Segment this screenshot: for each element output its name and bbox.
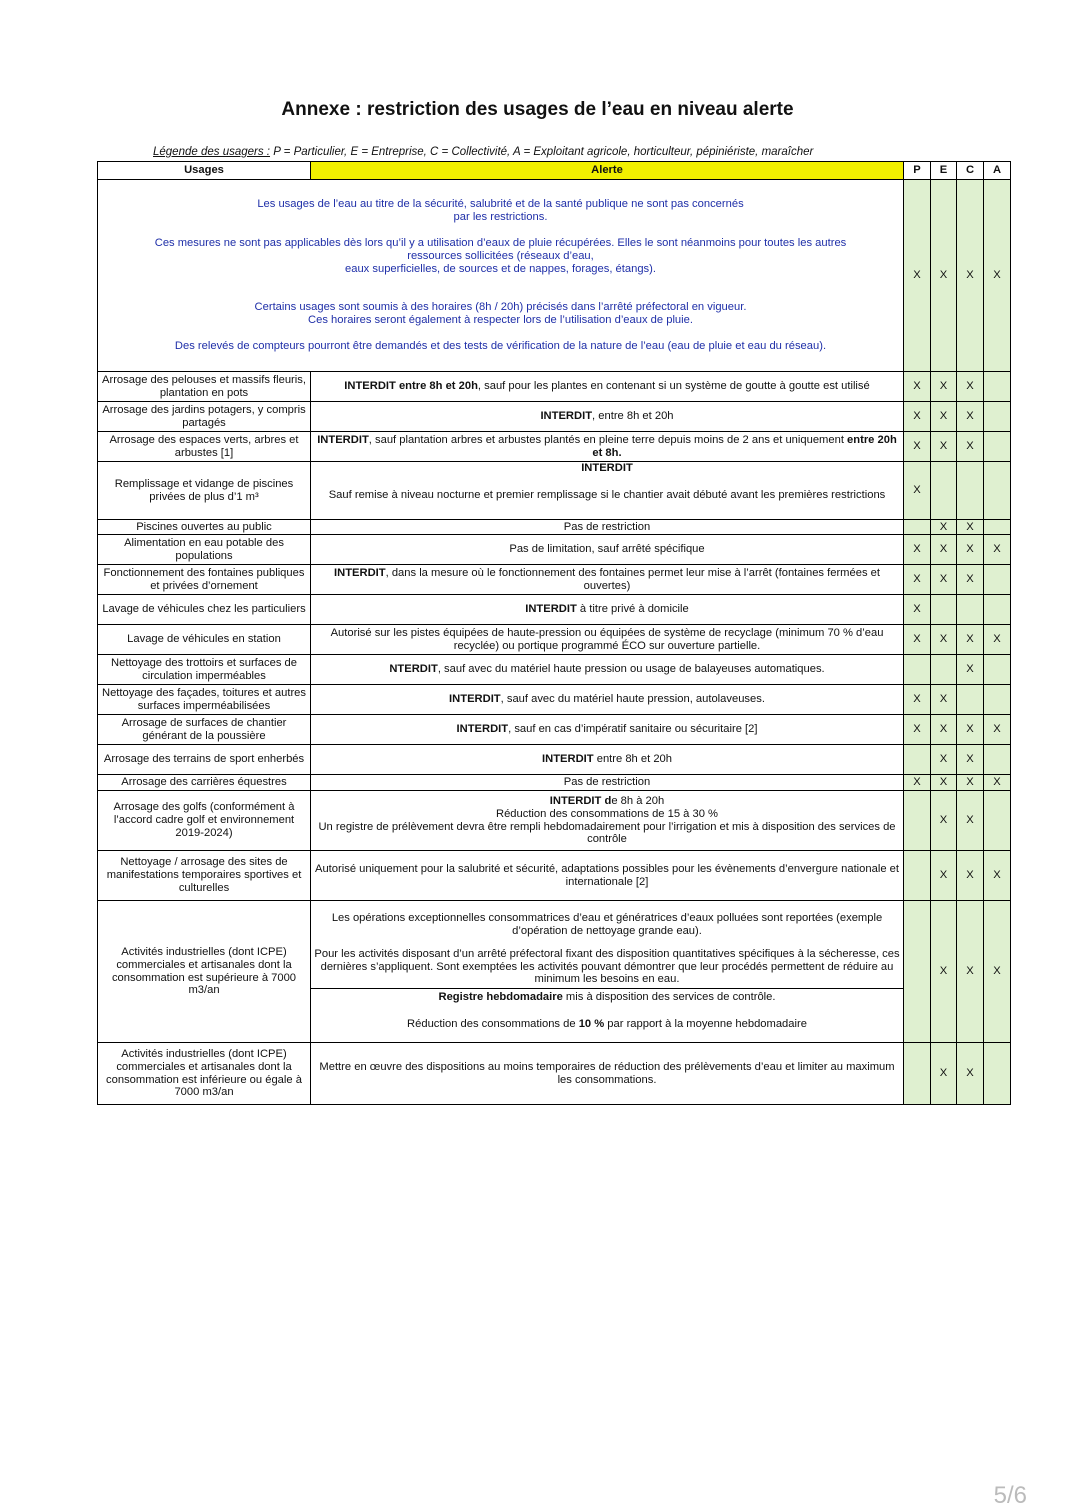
mark-a [984, 565, 1011, 595]
alerte-cell [311, 372, 904, 402]
mark-p [904, 791, 931, 851]
alerte-cell [311, 745, 904, 775]
rule-text: à titre privé à domicile [576, 603, 689, 616]
mark-e: X [931, 775, 957, 791]
mark-a [984, 402, 1011, 432]
mark-a: X [984, 901, 1011, 1043]
alerte-cell [311, 402, 904, 432]
alerte-cell [311, 565, 904, 595]
table-row [98, 535, 1011, 565]
usage-cell: Alimentation en eau potable des populations [98, 535, 311, 565]
alerte-cell [311, 685, 904, 715]
usage-cell: Lavage de véhicules chez les particuliers [98, 595, 311, 625]
usage-cell: Activités industrielles (dont ICPE) commerciales et artisanales dont la consommation est inférieure ou égale à 7000 m3/an [98, 1043, 311, 1105]
mark-a [984, 745, 1011, 775]
rule-text: , sauf avec du matériel haute pression ou usage de balayeuses automatiques. [437, 663, 825, 676]
table-row [98, 745, 1011, 775]
alerte-cell [311, 1043, 904, 1105]
mark-p: X [904, 432, 931, 462]
alerte-cell [311, 901, 904, 1043]
rule-text: , entre 8h et 20h [592, 410, 674, 423]
mark-p [904, 851, 931, 901]
mark-a: X [984, 775, 1011, 791]
mark-a: X [984, 535, 1011, 565]
usage-cell: Nettoyage des façades, toitures et autres surfaces imperméabilisées [98, 685, 311, 715]
usage-cell: Arrosage des terrains de sport enherbés [98, 745, 311, 775]
mark-c: X [957, 745, 984, 775]
mark-a [984, 791, 1011, 851]
mark-p [904, 1043, 931, 1105]
rule-text: , sauf avec du matériel haute pression, autolaveuses. [500, 693, 765, 706]
mark-a [984, 372, 1011, 402]
mark-e: X [931, 791, 957, 851]
rule-text: Pas de restriction [563, 520, 651, 533]
intro-row [98, 180, 1011, 372]
mark-e: X [931, 180, 957, 372]
mark-c: X [957, 180, 984, 372]
mark-e: X [931, 372, 957, 402]
usage-cell: Piscines ouvertes au public [98, 520, 311, 535]
mark-c [957, 685, 984, 715]
mark-p [904, 901, 931, 1043]
mark-e: X [931, 402, 957, 432]
header-c: C [957, 162, 984, 180]
mark-a [984, 432, 1011, 462]
alerte-cell [311, 625, 904, 655]
mark-e [931, 655, 957, 685]
mark-a [984, 520, 1011, 535]
mark-c: X [957, 535, 984, 565]
mark-c: X [957, 402, 984, 432]
rule-text: , sauf en cas d’impératif sanitaire ou sécuritaire [2] [508, 723, 758, 736]
rule-bold: INTERDIT [334, 566, 386, 579]
alerte-cell [311, 595, 904, 625]
rule-text: Réduction des consommations de 15 à 30 % [495, 807, 719, 820]
mark-p [904, 745, 931, 775]
page-number: 5/6 [993, 1482, 1027, 1509]
mark-p: X [904, 462, 931, 520]
rule-text: Pour les activités disposant d’un arrêté préfectoral fixant des disposition quantitatives spécifiques à la sécheresse, ces dernières s’appliquent. Sont exemptées les activités pouvant démontrer que leur procédés permettent de réduire au minimum les besoins en eau. [314, 947, 900, 986]
table-row [98, 595, 1011, 625]
usage-cell: Arrosage des golfs (conformément à l’accord cadre golf et environnement 2019-2024) [98, 791, 311, 851]
rule-text: , sauf plantation arbres et arbustes plantés en pleine terre depuis moins de 2 ans et uniquement [368, 433, 848, 446]
intro-line: eaux superficielles, de sources et de nappes, forages, étangs). [345, 262, 656, 275]
mark-p: X [904, 372, 931, 402]
alerte-cell [311, 535, 904, 565]
mark-p: X [904, 402, 931, 432]
table-row [98, 372, 1011, 402]
rule-text: mis à disposition des services de contrôle. [562, 991, 776, 1004]
mark-p: X [904, 715, 931, 745]
header-a: A [984, 162, 1011, 180]
rule-bold: INTERDIT [449, 693, 501, 706]
mark-c: X [957, 372, 984, 402]
mark-e: X [931, 851, 957, 901]
mark-p [904, 520, 931, 535]
intro-line: par les restrictions. [453, 211, 548, 224]
table-row [98, 901, 1011, 1043]
rule-bold: INTERDIT [525, 603, 577, 616]
rule-text: Pas de limitation, sauf arrêté spécifique [509, 543, 705, 556]
alerte-cell [311, 791, 904, 851]
table-row [98, 851, 1011, 901]
mark-e: X [931, 535, 957, 565]
mark-c [957, 595, 984, 625]
rule-text: Sauf remise à niveau nocturne et premier remplissage si le chantier avait débuté avant les premières restrictions [328, 488, 886, 501]
mark-a [984, 685, 1011, 715]
mark-p: X [904, 180, 931, 372]
rule-bold: INTERDIT [317, 433, 369, 446]
table-row [98, 625, 1011, 655]
header-usages: Usages [98, 162, 311, 180]
rule-text: par rapport à la moyenne hebdomadaire [604, 1017, 807, 1030]
page-title: Annexe : restriction des usages de l’eau en niveau alerte [281, 99, 794, 120]
mark-p: X [904, 775, 931, 791]
alerte-cell [311, 462, 904, 520]
rule-bold: INTERDIT [540, 410, 593, 423]
rule-text: Mettre en œuvre des dispositions au moins temporaires de réduction des prélèvements d’eau et limiter au maximum les consommations. [319, 1060, 895, 1086]
mark-a: X [984, 625, 1011, 655]
rule-bold: INTERDIT [581, 462, 633, 474]
rule-bold: INTERDIT entre 8h et 20h [344, 380, 478, 393]
mark-c: X [957, 901, 984, 1043]
table-row [98, 1043, 1011, 1105]
mark-p: X [904, 595, 931, 625]
mark-e: X [931, 1043, 957, 1105]
legend-label: Légende des usagers : [153, 146, 271, 158]
mark-a: X [984, 851, 1011, 901]
mark-e: X [931, 432, 957, 462]
intro-line: Certains usages sont soumis à des horaires (8h / 20h) précisés dans l’arrêté préfectoral en vigueur. [254, 301, 747, 314]
header-alerte: Alerte [311, 162, 904, 180]
rule-text: Un registre de prélèvement devra être rempli hebdomadairement pour l’irrigation et mis à disposition des services de contrôle [318, 820, 896, 846]
alerte-cell [311, 655, 904, 685]
mark-c: X [957, 520, 984, 535]
usage-cell: Arrosage des pelouses et massifs fleuris, plantation en pots [98, 372, 311, 402]
legend-items: P = Particulier, E = Entreprise, C = Collectivité, A = Exploitant agricole, horticulteur, pépiniériste, maraîcher [273, 146, 814, 158]
mark-p: X [904, 625, 931, 655]
mark-e: X [931, 685, 957, 715]
alerte-cell [311, 715, 904, 745]
rule-bold: INTERDIT d [549, 794, 612, 807]
usage-cell: Arrosage des jardins potagers, y compris partagés [98, 402, 311, 432]
mark-p: X [904, 565, 931, 595]
mark-a: X [984, 715, 1011, 745]
rule-text: , sauf pour les plantes en contenant si un système de goutte à goutte est utilisé [477, 380, 870, 393]
mark-c: X [957, 432, 984, 462]
mark-e: X [931, 715, 957, 745]
mark-c: X [957, 791, 984, 851]
mark-a: X [984, 180, 1011, 372]
mark-e: X [931, 625, 957, 655]
usage-cell: Nettoyage / arrosage des sites de manifestations temporaires sportives et culturelles [98, 851, 311, 901]
rule-text: Pas de restriction [563, 776, 651, 789]
rule-bold: 10 % [578, 1017, 605, 1030]
mark-c: X [957, 655, 984, 685]
intro-text [98, 180, 904, 372]
usage-cell: Activités industrielles (dont ICPE) commerciales et artisanales dont la consommation est supérieure à 7000 m3/an [98, 901, 311, 1043]
rule-block [311, 988, 904, 1018]
mark-e: X [931, 520, 957, 535]
intro-line: Des relevés de compteurs pourront être demandés et des tests de vérification de la nature de l’eau (eau de pluie et eau du réseau). [174, 339, 827, 352]
intro-line: Ces mesures ne sont pas applicables dès lors qu’il y a utilisation d’eaux de pluie récupérées. Elles le sont néanmoins pour toutes les autres [154, 236, 847, 249]
usage-cell: Lavage de véhicules en station [98, 625, 311, 655]
mark-a [984, 462, 1011, 520]
mark-c: X [957, 775, 984, 791]
table-row [98, 715, 1011, 745]
mark-c [957, 462, 984, 520]
rule-bold: NTERDIT [389, 663, 438, 676]
mark-c: X [957, 851, 984, 901]
mark-c: X [957, 715, 984, 745]
header-p: P [904, 162, 931, 180]
table-body [98, 372, 1011, 1105]
rule-text: Les opérations exceptionnelles consommatrices d’eau et génératrices d’eaux polluées sont reportées (exemple d’opération de nettoyage grande eau). [331, 912, 883, 937]
usage-cell: Nettoyage des trottoirs et surfaces de circulation imperméables [98, 655, 311, 685]
mark-e: X [931, 565, 957, 595]
table-row [98, 791, 1011, 851]
rule-block [311, 1018, 903, 1033]
table-row [98, 565, 1011, 595]
rule-text: , dans la mesure où le fonctionnement des fontaines permet leur mise à l’arrêt (fontaines fermées et ouvertes) [385, 566, 880, 592]
mark-e [931, 462, 957, 520]
usage-cell: Arrosage des carrières équestres [98, 775, 311, 791]
mark-a [984, 595, 1011, 625]
alerte-cell [311, 775, 904, 791]
usage-cell: Arrosage de surfaces de chantier générant de la poussière [98, 715, 311, 745]
rule-bold: INTERDIT [542, 753, 594, 766]
table-row [98, 432, 1011, 462]
rule-text: Réduction des consommations de [407, 1017, 579, 1030]
intro-line: Ces horaires seront également à respecter lors de l’utilisation d’eaux de pluie. [308, 314, 693, 327]
mark-c: X [957, 565, 984, 595]
header-row [98, 162, 1011, 180]
table-row [98, 402, 1011, 432]
rule-bold: INTERDIT [456, 723, 509, 736]
mark-p: X [904, 685, 931, 715]
alerte-cell [311, 851, 904, 901]
mark-a [984, 1043, 1011, 1105]
mark-p: X [904, 535, 931, 565]
usage-cell: Remplissage et vidange de piscines privées de plus d’1 m³ [98, 462, 311, 520]
rule-bold: Registre hebdomadaire [438, 991, 563, 1004]
table-row [98, 685, 1011, 715]
header-e: E [931, 162, 957, 180]
usage-cell: Fonctionnement des fontaines publiques et privées d’ornement [98, 565, 311, 595]
mark-e [931, 595, 957, 625]
table-row [98, 655, 1011, 685]
intro-line: Les usages de l’eau au titre de la sécurité, salubrité et de la santé publique ne sont pas concernés [257, 198, 744, 211]
mark-c: X [957, 625, 984, 655]
alerte-cell [311, 520, 904, 535]
intro-line: ressources sollicitées (réseaux d’eau, [407, 249, 594, 262]
table-row [98, 462, 1011, 520]
mark-e: X [931, 745, 957, 775]
alerte-cell [311, 432, 904, 462]
table-row [98, 775, 1011, 791]
mark-a [984, 655, 1011, 685]
rule-bold: entre 20h et 8h. [592, 433, 897, 459]
legend [153, 146, 813, 158]
rule-text: e 8h à 20h [611, 794, 665, 807]
mark-c: X [957, 1043, 984, 1105]
rule-text: entre 8h et 20h [593, 753, 672, 766]
restrictions-table [97, 161, 1011, 1105]
usage-cell: Arrosage des espaces verts, arbres et arbustes [1] [98, 432, 311, 462]
mark-e: X [931, 901, 957, 1043]
table-row [98, 520, 1011, 535]
rule-text: Autorisé sur les pistes équipées de haute-pression ou équipées de système de recyclage (minimum 70 % d’eau recyclée) ou portique programmé ÉCO sur ouverture partielle. [330, 626, 884, 652]
mark-p [904, 655, 931, 685]
rule-text: Autorisé uniquement pour la salubrité et sécurité, adaptations possibles pour les évènements d’envergure nationale et internationale [2] [315, 862, 899, 888]
